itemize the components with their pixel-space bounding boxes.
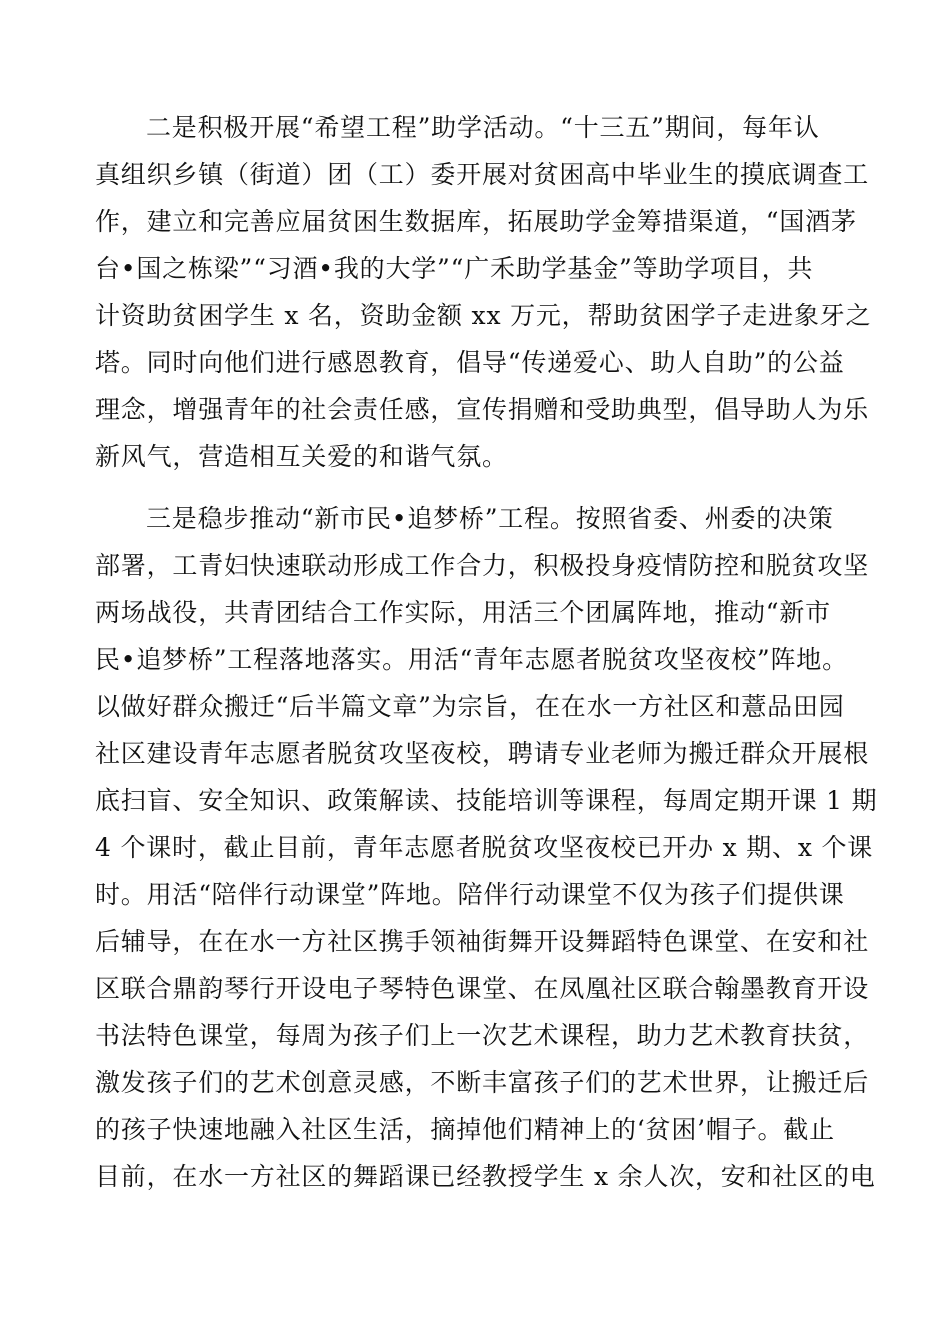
- paragraph-line: 民•追梦桥”工程落地落实。用活“青年志愿者脱贫攻坚夜校”阵地。: [95, 645, 848, 674]
- paragraph-line: 激发孩子们的艺术创意灵感，不断丰富孩子们的艺术世界，让搬迁后: [95, 1068, 870, 1097]
- paragraph-line: 部署，工青妇快速联动形成工作合力，积极投身疫情防控和脱贫攻坚: [95, 551, 870, 580]
- paragraph-line: 计资助贫困学生 x 名，资助金额 xx 万元，帮助贫困学子走进象牙之: [95, 301, 872, 330]
- paragraph-line: 真组织乡镇（街道）团（工）委开展对贫困高中毕业生的摸底调查工: [95, 160, 870, 189]
- paragraph-line: 4 个课时，截止目前，青年志愿者脱贫攻坚夜校已开办 x 期、x 个课: [95, 833, 874, 862]
- paragraph-line: 时。用活“陪伴行动课堂”阵地。陪伴行动课堂不仅为孩子们提供课: [95, 880, 845, 909]
- paragraph-line: 书法特色课堂，每周为孩子们上一次艺术课程，助力艺术教育扶贫，: [95, 1021, 870, 1050]
- paragraph-line: 两场战役，共青团结合工作实际，用活三个团属阵地，推动“新市: [95, 598, 831, 627]
- paragraph-line: 二是积极开展“希望工程”助学活动。“十三五”期间，每年认: [146, 113, 820, 142]
- paragraph-line: 底扫盲、安全知识、政策解读、技能培训等课程，每周定期开课 1 期: [95, 786, 878, 815]
- paragraph-line: 的孩子快速地融入社区生活，摘掉他们精神上的‘贫困’帽子。截止: [95, 1115, 835, 1144]
- paragraph-line: 台•国之栋梁”“习酒•我的大学”“广禾助学基金”等助学项目，共: [95, 254, 814, 283]
- paragraph-line: 以做好群众搬迁“后半篇文章”为宗旨，在在水一方社区和薏品田园: [95, 692, 845, 721]
- paragraph-line: 理念，增强青年的社会责任感，宣传捐赠和受助典型，倡导助人为乐: [95, 395, 870, 424]
- paragraph-line: 作，建立和完善应届贫困生数据库，拓展助学金筹措渠道，“国酒茅: [95, 207, 857, 236]
- paragraph-line: 区联合鼎韵琴行开设电子琴特色课堂、在凤凰社区联合翰墨教育开设: [95, 974, 870, 1003]
- paragraph-line: 社区建设青年志愿者脱贫攻坚夜校，聘请专业老师为搬迁群众开展根: [95, 739, 870, 768]
- paragraph-line: 后辅导，在在水一方社区携手领袖街舞开设舞蹈特色课堂、在安和社: [95, 927, 870, 956]
- paragraph-line: 新风气，营造相互关爱的和谐气氛。: [95, 442, 508, 471]
- paragraph-line: 目前，在水一方社区的舞蹈课已经教授学生 x 余人次，安和社区的电: [95, 1162, 876, 1191]
- paragraph-line: 塔。同时向他们进行感恩教育，倡导“传递爱心、助人自助”的公益: [95, 348, 845, 377]
- paragraph-line: 三是稳步推动“新市民•追梦桥”工程。按照省委、州委的决策: [146, 504, 834, 533]
